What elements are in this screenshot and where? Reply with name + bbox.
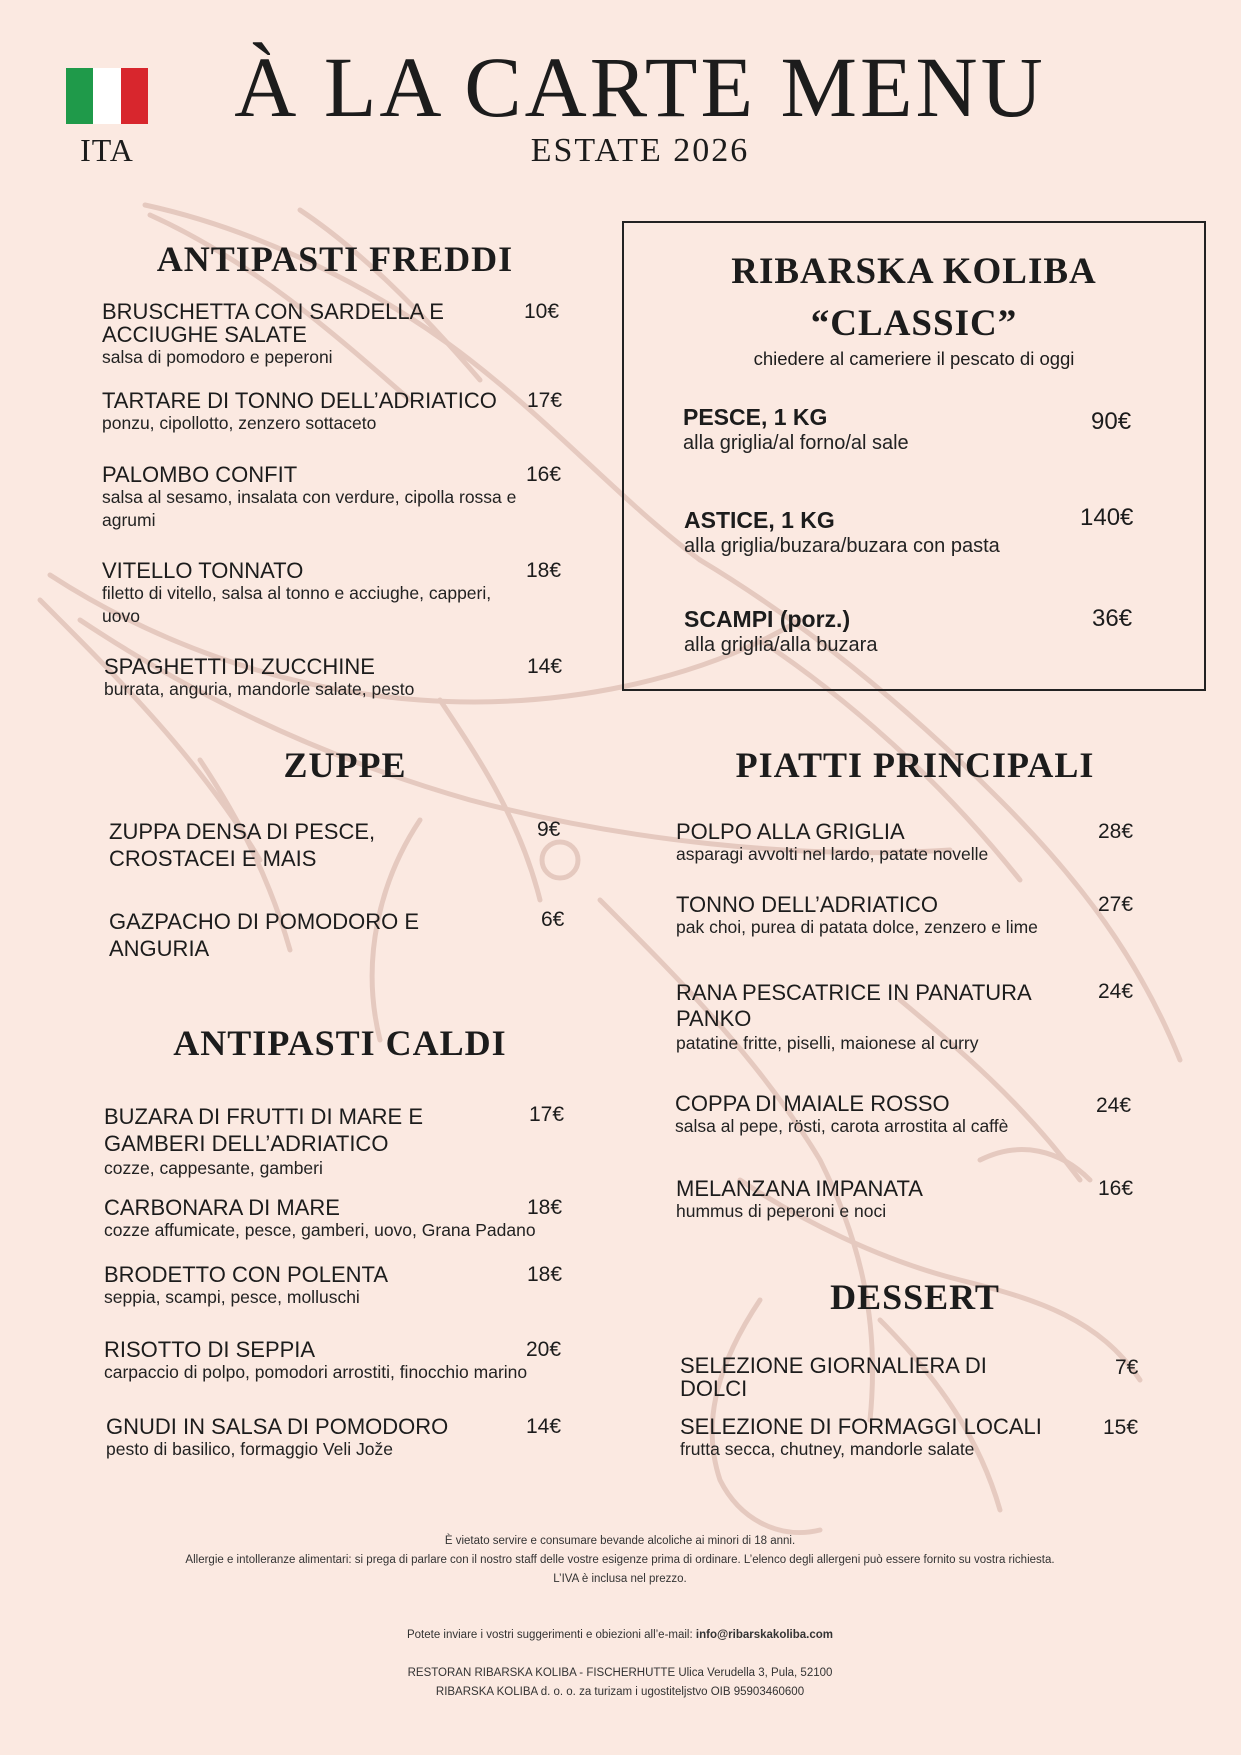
item-price: 14€ xyxy=(527,655,563,678)
item-price: 16€ xyxy=(526,463,562,486)
item-price: 24€ xyxy=(1096,1094,1132,1117)
menu-item xyxy=(676,893,1096,939)
item-price: 18€ xyxy=(527,1263,563,1286)
menu-item xyxy=(106,1415,526,1461)
footer-address: RESTORAN RIBARSKA KOLIBA - FISCHERHUTTE Ulica Verudella 3, Pula, 52100 xyxy=(407,1667,833,1679)
menu-item xyxy=(104,655,524,701)
item-price: 90€ xyxy=(1091,408,1132,435)
italian-flag-icon[interactable] xyxy=(66,68,148,124)
item-name: PESCE, 1 KG xyxy=(683,404,828,430)
item-description: seppia, scampi, pesce, molluschi xyxy=(104,1287,360,1307)
item-price: 14€ xyxy=(526,1415,562,1438)
item-price: 10€ xyxy=(524,300,560,323)
item-name: BUZARA DI FRUTTI DI MARE E GAMBERI DELL’ADRIATICO xyxy=(104,1104,424,1156)
menu-item xyxy=(102,300,522,369)
flag-white-stripe xyxy=(93,68,120,124)
item-description: hummus di peperoni e noci xyxy=(676,1201,887,1221)
item-price: 36€ xyxy=(1092,605,1133,632)
classic-title xyxy=(622,246,1206,350)
menu-item xyxy=(104,1338,584,1384)
item-description: pesto di basilico, formaggio Veli Jože xyxy=(106,1439,393,1459)
menu-item xyxy=(109,818,429,872)
classic-note: chiedere al cameriere il pescato di oggi xyxy=(753,348,1075,369)
item-price: 20€ xyxy=(526,1338,562,1361)
item-price: 6€ xyxy=(541,908,565,931)
item-name: BRUSCHETTA CON SARDELLA E ACCIUGHE SALATE xyxy=(102,299,444,347)
page-subtitle: ESTATE 2026 xyxy=(530,132,750,169)
item-price: 18€ xyxy=(527,1196,563,1219)
item-name: RANA PESCATRICE IN PANATURA PANKO xyxy=(676,980,1031,1031)
item-description: salsa al pepe, rösti, carota arrostita al caffè xyxy=(675,1116,1009,1136)
item-price: 17€ xyxy=(529,1103,565,1126)
item-description: filetto di vitello, salsa al tonno e acciughe, capperi, uovo xyxy=(102,583,492,626)
item-price: 15€ xyxy=(1103,1416,1139,1439)
section-title-zuppe: ZUPPE xyxy=(283,745,407,785)
item-price: 140€ xyxy=(1080,504,1134,531)
menu-item xyxy=(102,559,502,628)
item-description: cozze affumicate, pesce, gamberi, uovo, Grana Padano xyxy=(104,1220,536,1240)
flag-red-stripe xyxy=(121,68,148,124)
item-price: 28€ xyxy=(1098,820,1134,843)
item-name: TARTARE DI TONNO DELL’ADRIATICO xyxy=(102,388,497,413)
item-description: burrata, anguria, mandorle salate, pesto xyxy=(104,679,415,699)
menu-item xyxy=(102,463,532,532)
classic-title-line1: RIBARSKA KOLIBA xyxy=(731,251,1097,292)
footer-legal xyxy=(130,1532,1110,1589)
item-name: MELANZANA IMPANATA xyxy=(676,1176,923,1201)
footer-line: Allergie e intolleranze alimentari: si prega di parlare con il nostro staff delle vostre esigenze prima di ordinare. L’elenco degli allergeni può essere fornito su vostra richiesta. xyxy=(185,1554,1055,1566)
item-name: POLPO ALLA GRIGLIA xyxy=(676,819,905,844)
item-description: alla griglia/al forno/al sale xyxy=(683,432,909,454)
section-title-antipasti-caldi: ANTIPASTI CALDI xyxy=(173,1023,507,1063)
menu-item xyxy=(680,1354,1020,1400)
menu-item xyxy=(683,406,1103,457)
footer-line: L’IVA è inclusa nel prezzo. xyxy=(553,1573,687,1585)
feedback-text: Potete inviare i vostri suggerimenti e obiezioni all’e-mail: xyxy=(406,1629,693,1641)
item-name: SELEZIONE GIORNALIERA DI DOLCI xyxy=(680,1353,987,1401)
item-price: 27€ xyxy=(1098,893,1134,916)
item-name: BRODETTO CON POLENTA xyxy=(104,1262,389,1287)
item-name: COPPA DI MAIALE ROSSO xyxy=(675,1091,950,1116)
menu-item xyxy=(676,980,1056,1055)
item-name: ASTICE, 1 KG xyxy=(684,507,835,533)
section-title-antipasti-freddi: ANTIPASTI FREDDI xyxy=(156,239,514,279)
item-name: SCAMPI (porz.) xyxy=(684,606,851,632)
flag-green-stripe xyxy=(66,68,93,124)
menu-item xyxy=(675,1092,1095,1138)
item-name: GNUDI IN SALSA DI POMODORO xyxy=(106,1414,449,1439)
item-price: 7€ xyxy=(1115,1356,1139,1379)
menu-item xyxy=(676,820,1076,866)
footer-address-block xyxy=(130,1664,1110,1702)
item-price: 9€ xyxy=(537,818,561,841)
item-name: RISOTTO DI SEPPIA xyxy=(104,1337,316,1362)
item-name: TONNO DELL’ADRIATICO xyxy=(676,892,939,917)
menu-item xyxy=(680,1415,1100,1461)
item-name: SPAGHETTI DI ZUCCHINE xyxy=(104,654,375,679)
menu-item xyxy=(104,1103,484,1180)
item-description: carpaccio di polpo, pomodori arrostiti, finocchio marino xyxy=(104,1362,528,1382)
page-title: À LA CARTE MENU xyxy=(234,39,1046,135)
email-link[interactable]: info@ribarskakoliba.com xyxy=(695,1629,834,1641)
item-name: SELEZIONE DI FORMAGGI LOCALI xyxy=(680,1414,1042,1439)
section-title-piatti-principali: PIATTI PRINCIPALI xyxy=(735,745,1095,785)
item-price: 24€ xyxy=(1098,980,1134,1003)
section-title-dessert: DESSERT xyxy=(830,1277,1000,1317)
classic-title-line2: “CLASSIC” xyxy=(810,303,1018,344)
item-description: frutta secca, chutney, mandorle salate xyxy=(680,1439,975,1459)
item-price: 18€ xyxy=(526,559,562,582)
language-label: ITA xyxy=(80,132,134,168)
menu-item xyxy=(109,908,449,962)
menu-item xyxy=(684,509,1104,560)
menu-item xyxy=(684,608,1104,659)
item-price: 17€ xyxy=(527,389,563,412)
menu-item xyxy=(102,389,522,435)
item-description: salsa al sesamo, insalata con verdure, cipolla rossa e agrumi xyxy=(102,487,517,530)
item-description: patatine fritte, piselli, maionese al curry xyxy=(676,1033,979,1053)
footer-company: RIBARSKA KOLIBA d. o. o. za turizam i ugostiteljstvo OIB 95903460600 xyxy=(435,1686,805,1698)
item-name: PALOMBO CONFIT xyxy=(102,462,298,487)
item-description: salsa di pomodoro e peperoni xyxy=(102,347,333,367)
item-name: GAZPACHO DI POMODORO E ANGURIA xyxy=(109,909,420,961)
item-description: alla griglia/alla buzara xyxy=(684,634,878,656)
item-description: asparagi avvolti nel lardo, patate novelle xyxy=(676,844,989,864)
item-price: 16€ xyxy=(1098,1177,1134,1200)
menu-item xyxy=(676,1177,1096,1223)
menu-item xyxy=(104,1263,524,1309)
item-description: alla griglia/buzara/buzara con pasta xyxy=(684,535,1000,557)
item-description: pak choi, purea di patata dolce, zenzero e lime xyxy=(676,917,1038,937)
footer-feedback xyxy=(130,1626,1110,1645)
item-description: ponzu, cipollotto, zenzero sottaceto xyxy=(102,413,377,433)
footer-line: È vietato servire e consumare bevande alcoliche ai minori di 18 anni. xyxy=(444,1535,796,1547)
item-name: CARBONARA DI MARE xyxy=(104,1195,340,1220)
menu-item xyxy=(104,1196,574,1242)
item-name: VITELLO TONNATO xyxy=(102,558,304,583)
item-description: cozze, cappesante, gamberi xyxy=(104,1158,323,1178)
item-name: ZUPPA DENSA DI PESCE, CROSTACEI E MAIS xyxy=(109,819,376,871)
